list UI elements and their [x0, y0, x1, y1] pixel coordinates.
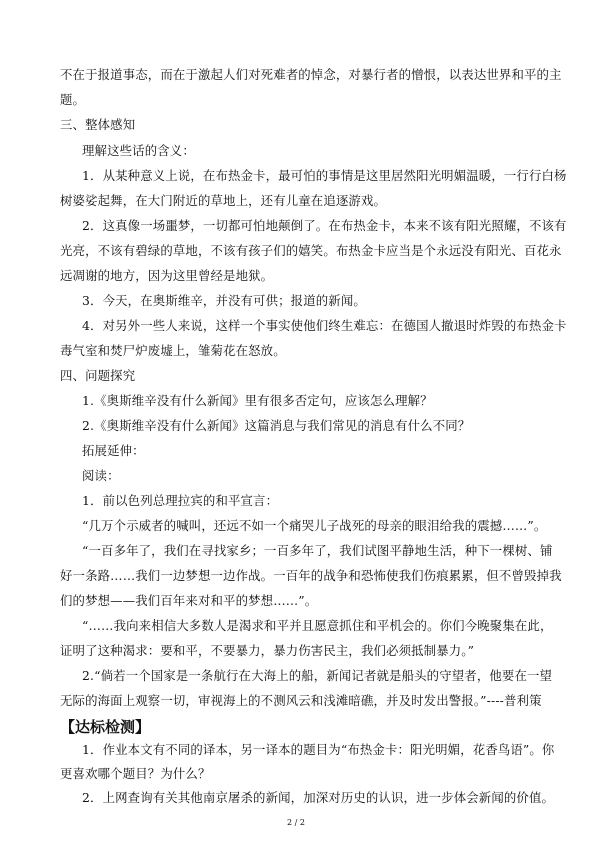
paragraph-line: 阅读：	[82, 468, 120, 483]
paragraph-line: 1.《奥斯维辛没有什么新闻》里有很多否定句，应该怎么理解？	[82, 393, 433, 408]
paragraph-line: 2．上网查询有关其他南京屠杀的新闻，加深对历史的认识，进一步体会新闻的价值。	[82, 790, 555, 805]
quote-line: “几万个示威者的喊叫，还远不如一个痛哭儿子战死的母亲的眼泪给我的震撼……”。	[82, 518, 547, 533]
paragraph-line: 1．前以色列总理拉宾的和平宣言：	[82, 493, 279, 508]
paragraph-line: 题。	[60, 92, 86, 107]
quote-line: 无际的海面上观察一切，审视海上的不测风云和浅滩暗礁，并及时发出警报。”----普利策	[60, 693, 542, 708]
quote-line: 们的梦想——我们百年来对和平的梦想……”。	[60, 593, 318, 608]
paragraph-line: 3．今天，在奥斯维辛，并没有可供；报道的新闻。	[82, 293, 366, 308]
paragraph-line: 1．作业本文有不同的译本，另一译本的题目为“布热金卡：阳光明媚，花香鸟语”。你	[82, 742, 555, 757]
paragraph-line: 更喜欢哪个题目？为什么？	[60, 766, 211, 781]
paragraph-line: 光亮，不该有碧绿的草地，不该有孩子们的嬉笑。布热金卡应当是个永远没有阳光、百花永	[60, 243, 562, 258]
page-number: 2 / 2	[287, 818, 305, 827]
section-heading-problem-exploration: 四、问题探究	[60, 368, 136, 383]
paragraph-line: 4．对另外一些人来说，这样一个事实使他们终生难忘：在德国人撤退时炸毁的布热金卡	[82, 318, 567, 333]
section-heading-overall-perception: 三、整体感知	[60, 117, 136, 132]
section-heading-assessment: 【达标检测】	[60, 718, 151, 736]
paragraph-line: 2．这真像一场噩梦，一切都可怕地颠倒了。在布热金卡，本来不该有阳光照耀，不该有	[82, 218, 567, 233]
quote-line: “一百多年了，我们在寻找家乡；一百多年了，我们试图平静地生活，种下一棵树、铺	[82, 543, 553, 558]
paragraph-line: 毒气室和焚尸炉废墟上，雏菊花在怒放。	[60, 343, 286, 358]
paragraph-line: 远凋谢的地方，因为这里曾经是地狱。	[60, 268, 274, 283]
paragraph-line: 不在于报道事态，而在于激起人们对死难者的悼念，对暴行者的憎恨，以表达世界和平的主	[60, 67, 562, 82]
quote-line: 证明了这种渴求：要和平，不要暴力，暴力伤害民主，我们必须抵制暴力。”	[60, 643, 475, 658]
paragraph-line: 2.《奥斯维辛没有什么新闻》这篇消息与我们常见的消息有什么不同？	[82, 418, 471, 433]
quote-line: 好一条路……我们一边梦想一边作战。一百年的战争和恐怖使我们伤痕累累，但不曾毁掉我	[60, 568, 562, 583]
paragraph-line: 树婆娑起舞，在大门附近的草地上，还有儿童在追逐游戏。	[60, 193, 387, 208]
paragraph-line: 拓展延伸：	[82, 443, 145, 458]
paragraph-line: 理解这些话的含义：	[82, 143, 195, 158]
paragraph-line: 1．从某种意义上说，在布热金卡，最可怕的事情是这里居然阳光明媚温暖，一行行白杨	[82, 168, 567, 183]
quote-line: 2.“倘若一个国家是一条航行在大海上的船，新闻记者就是船头的守望者，他要在一望	[82, 668, 553, 683]
quote-line: “……我向来相信大多数人是渴求和平并且愿意抓住和平机会的。你们今晚聚集在此，	[82, 618, 553, 633]
